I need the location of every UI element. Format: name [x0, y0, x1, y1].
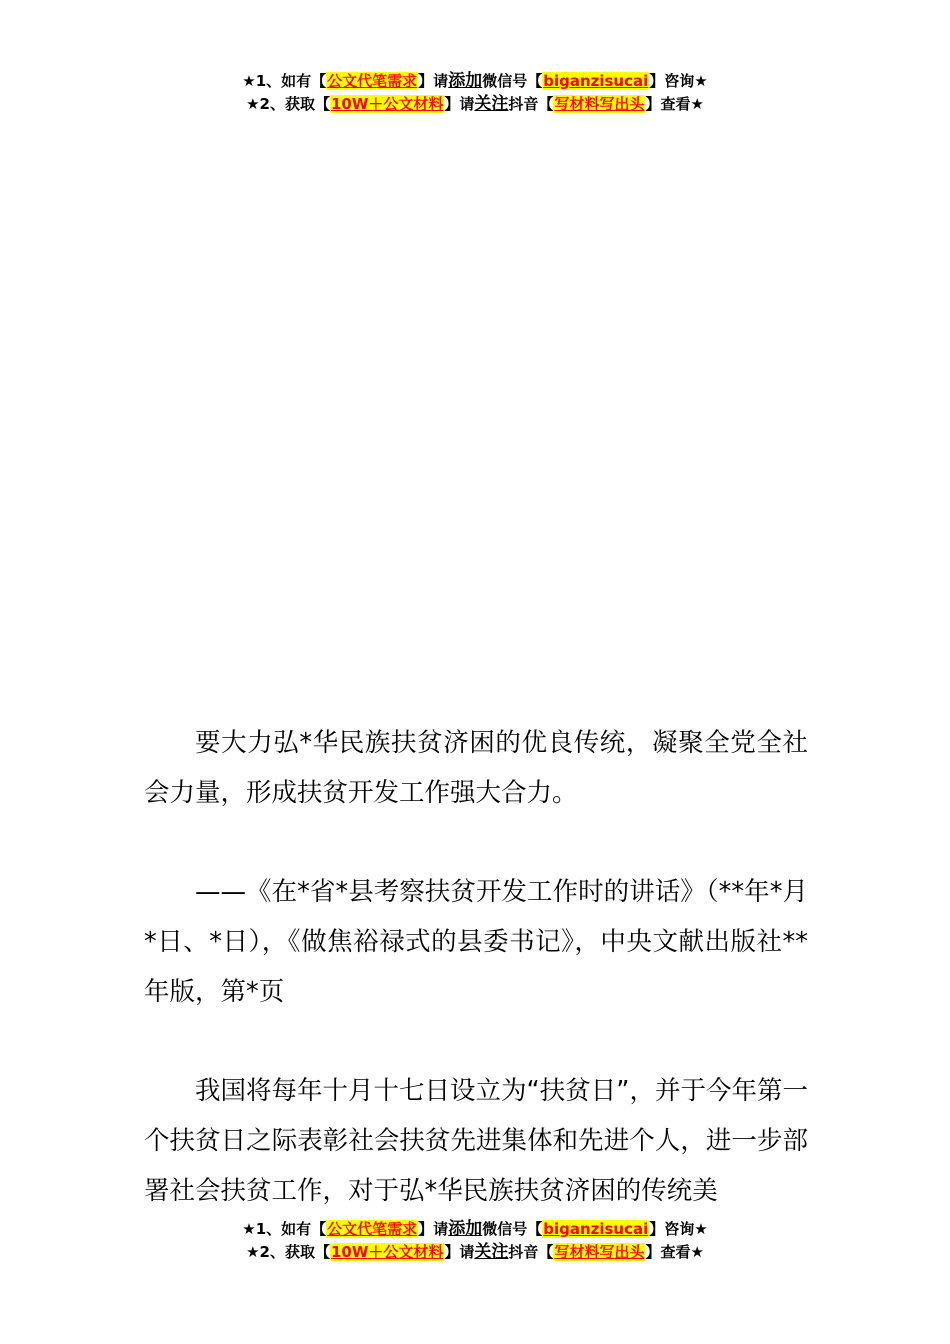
footer-promo-banner	[0, 1218, 950, 1264]
follow-emphasis: 关注	[474, 1242, 509, 1262]
promo-text: 】查看★	[645, 95, 704, 113]
service-highlight: 公文代笔需求	[327, 72, 418, 90]
promo-text: 抖音【	[508, 1243, 554, 1261]
promo-text: 】请	[418, 72, 449, 90]
wechat-id-highlight: biganzisucai	[543, 1220, 649, 1238]
add-emphasis: 添加	[448, 1219, 483, 1239]
document-body	[144, 718, 808, 1265]
promo-line-2	[0, 93, 950, 116]
promo-text: 】咨询★	[649, 1220, 708, 1238]
follow-emphasis: 关注	[474, 94, 509, 114]
promo-text: ★1、如有【	[242, 72, 327, 90]
promo-line-1	[0, 1218, 950, 1241]
add-emphasis: 添加	[448, 71, 483, 91]
body-paragraph-citation: ——《在*省*县考察扶贫开发工作时的讲话》（**年*月*日、*日），《做焦裕禄式的县委书记》，中央文献出版社**年版，第*页	[144, 877, 808, 1007]
header-promo-banner	[0, 70, 950, 116]
promo-text: 】请	[418, 1220, 449, 1238]
promo-text: 微信号【	[482, 1220, 543, 1238]
promo-text: ★2、获取【	[246, 1243, 330, 1261]
promo-text: ★1、如有【	[242, 1220, 327, 1238]
material-highlight: 10W＋公文材料	[330, 1243, 444, 1261]
body-paragraph-3: 我国将每年十月十七日设立为“扶贫日”，并于今年第一个扶贫日之际表彰社会扶贫先进集体和先进个人，进一步部署社会扶贫工作，对于弘*华民族扶贫济困的传统美	[144, 1076, 808, 1206]
promo-text: 】请	[444, 95, 475, 113]
promo-text: ★2、获取【	[246, 95, 330, 113]
promo-text: 】查看★	[645, 1243, 704, 1261]
promo-text: 抖音【	[508, 95, 554, 113]
douyin-id-highlight: 写材料写出头	[554, 95, 645, 113]
promo-text: 】请	[444, 1243, 475, 1261]
douyin-id-highlight: 写材料写出头	[554, 1243, 645, 1261]
promo-line-1	[0, 70, 950, 93]
promo-text: 】咨询★	[649, 72, 708, 90]
promo-text: 微信号【	[482, 72, 543, 90]
wechat-id-highlight: biganzisucai	[543, 72, 649, 90]
promo-line-2	[0, 1241, 950, 1264]
service-highlight: 公文代笔需求	[327, 1220, 418, 1238]
body-paragraph-1: 要大力弘*华民族扶贫济困的优良传统，凝聚全党全社会力量，形成扶贫开发工作强大合力。	[144, 728, 808, 808]
material-highlight: 10W＋公文材料	[330, 95, 444, 113]
